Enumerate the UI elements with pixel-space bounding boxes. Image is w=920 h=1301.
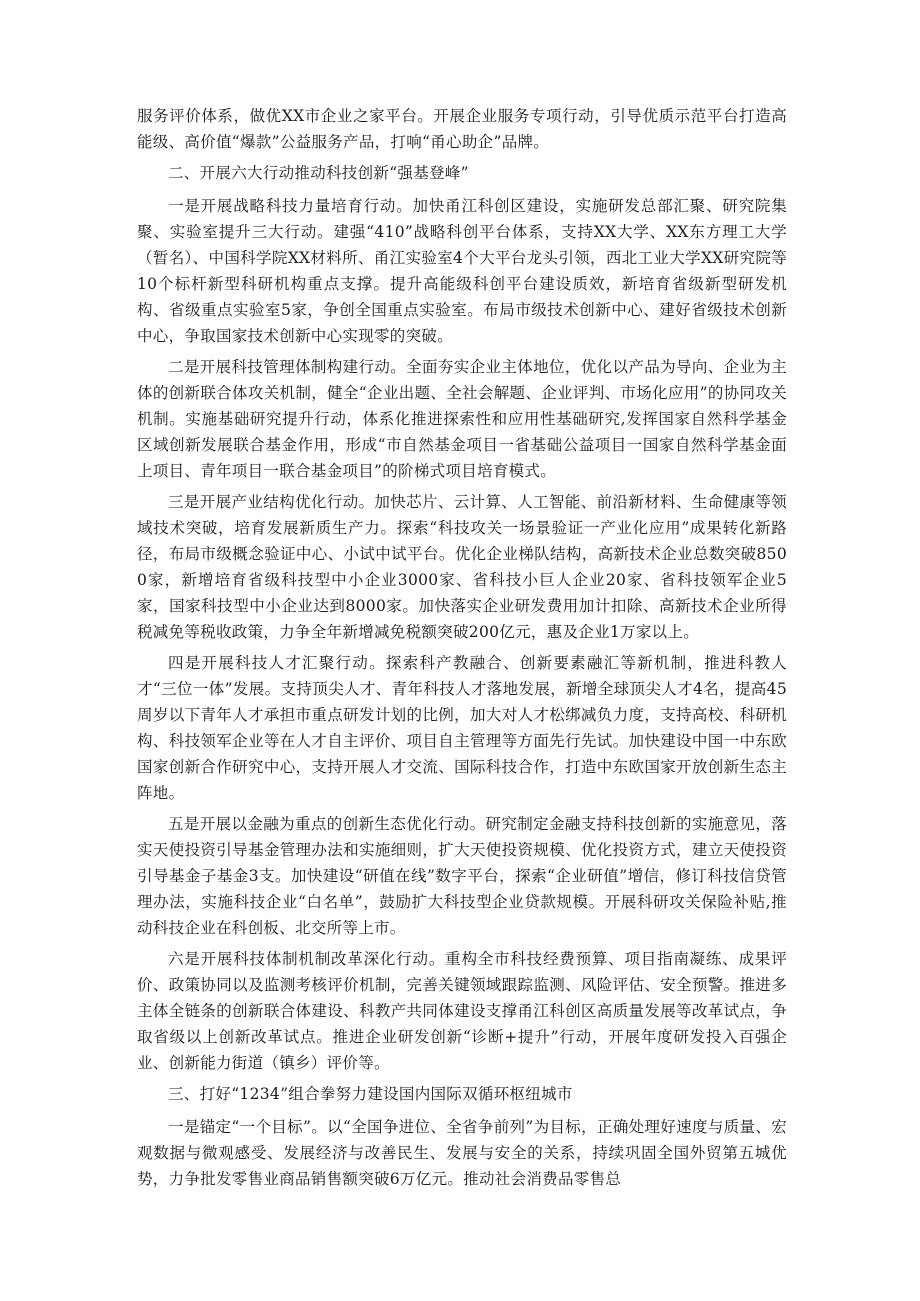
- paragraph-one-goal: 一是锚定“一个目标”。以“全国争进位、全省争前列”为目标，正确处理好速度与质量、宏观数据与微观感受、发展经济与改善民生、发展与安全的关系，持续巩固全国外贸第五城优势，力争批发零售业商品销售额突破6万亿元。推动社会消费品零售总: [137, 1118, 787, 1188]
- section-heading-3: 三、打好“1234”组合拳努力建设国内国际双循环枢纽城市: [168, 1085, 573, 1103]
- paragraph-strategic-force: 一是开展战略科技力量培育行动。加快甬江科创区建设，实施研发总部汇聚、研究院集聚、实验室提升三大行动。建强“410”战略科创平台体系，支持XX大学、XX东方理工大学（暂名）、中国科学院XX材料所、甬江实验室4个大平台龙头引领，西北工业大学XX研究院等10个标杆新型科研机构重点支撑。提升高能级科创平台建设质效，新培育省级新型研发机构、省级重点实验室5家，争创全国重点实验室。布局市级技术创新中心、建好省级技术创新中心，争取国家技术创新中心实现零的突破。: [137, 197, 787, 345]
- document-body: [137, 103, 787, 1197]
- paragraph-management-system: 二是开展科技管理体制构建行动。全面夯实企业主体地位，优化以产品为导向、企业为主体的创新联合体攻关机制，健全“企业出题、全社会解题、企业评判、市场化应用”的协同攻关机制。实施基础研究提升行动，体系化推进探索性和应用性基础研究,发挥国家自然科学基金区域创新发展联合基金作用，形成“市自然基金项目一省基础公益项目一国家自然科学基金面上项目、青年项目一联合基金项目”的阶梯式项目培育模式。: [137, 358, 787, 480]
- paragraph-finance-ecology: 五是开展以金融为重点的创新生态优化行动。研究制定金融支持科技创新的实施意见，落实天使投资引导基金管理办法和实施细则，扩大天使投资规模、优化投资方式，建立天使投资引导基金子基金3支。加快建设“研值在线”数字平台，探索“企业研值”增信，修订科技信贷管理办法，实施科技企业“白名单”，鼓励扩大科技型企业贷款规模。开展科研攻关保险补贴,推动科技企业在科创板、北交所等上市。: [137, 815, 787, 937]
- paragraph-reform: 六是开展科技体制机制改革深化行动。重构全市科技经费预算、项目指南凝练、成果评价、政策协同以及监测考核评价机制，完善关键领域跟踪监测、风险评估、安全预警。推进多主体全链条的创新联合体建设、科教产共同体建设支撑甬江科创区高质量发展等改革试点，争取省级以上创新改革试点。推进企业研发创新“诊断+提升”行动，开展年度研发投入百强企业、创新能力街道（镇乡）评价等。: [137, 950, 787, 1072]
- paragraph-industry-structure: 三是开展产业结构优化行动。加快芯片、云计算、人工智能、前沿新材料、生命健康等领域技术突破，培育发展新质生产力。探索“科技攻关一场景验证一产业化应用”成果转化新路径，布局市级概念验证中心、小试中试平台。优化企业梯队结构，高新技术企业总数突破8500家，新增培育省级科技型中小企业3000家、省科技小巨人企业20家、省科技领军企业5家，国家科技型中小企业达到8000家。加快落实企业研发费用加计扣除、高新技术企业所得税减免等税收政策，力争全年新增减免税额突破200亿元，惠及企业1万家以上。: [137, 493, 787, 641]
- paragraph-continued: 服务评价体系，做优XX市企业之家平台。开展企业服务专项行动，引导优质示范平台打造高能级、高价值“爆款”公益服务产品，打响“甬心助企”品牌。: [137, 107, 787, 151]
- section-heading-2: 二、开展六大行动推动科技创新“强基登峰”: [168, 164, 469, 182]
- paragraph-talent: 四是开展科技人才汇聚行动。探索科产教融合、创新要素融汇等新机制，推进科教人才“三位一体”发展。支持顶尖人才、青年科技人才落地发展，新增全球顶尖人才4名，提高45周岁以下青年人才承担市重点研发计划的比例，加大对人才松绑减负力度，支持高校、科研机构、科技领军企业等在人才自主评价、项目自主管理等方面先行先试。加快建设中国一中东欧国家创新合作研究中心，支持开展人才交流、国际科技合作，打造中东欧国家开放创新生态主阵地。: [137, 654, 787, 802]
